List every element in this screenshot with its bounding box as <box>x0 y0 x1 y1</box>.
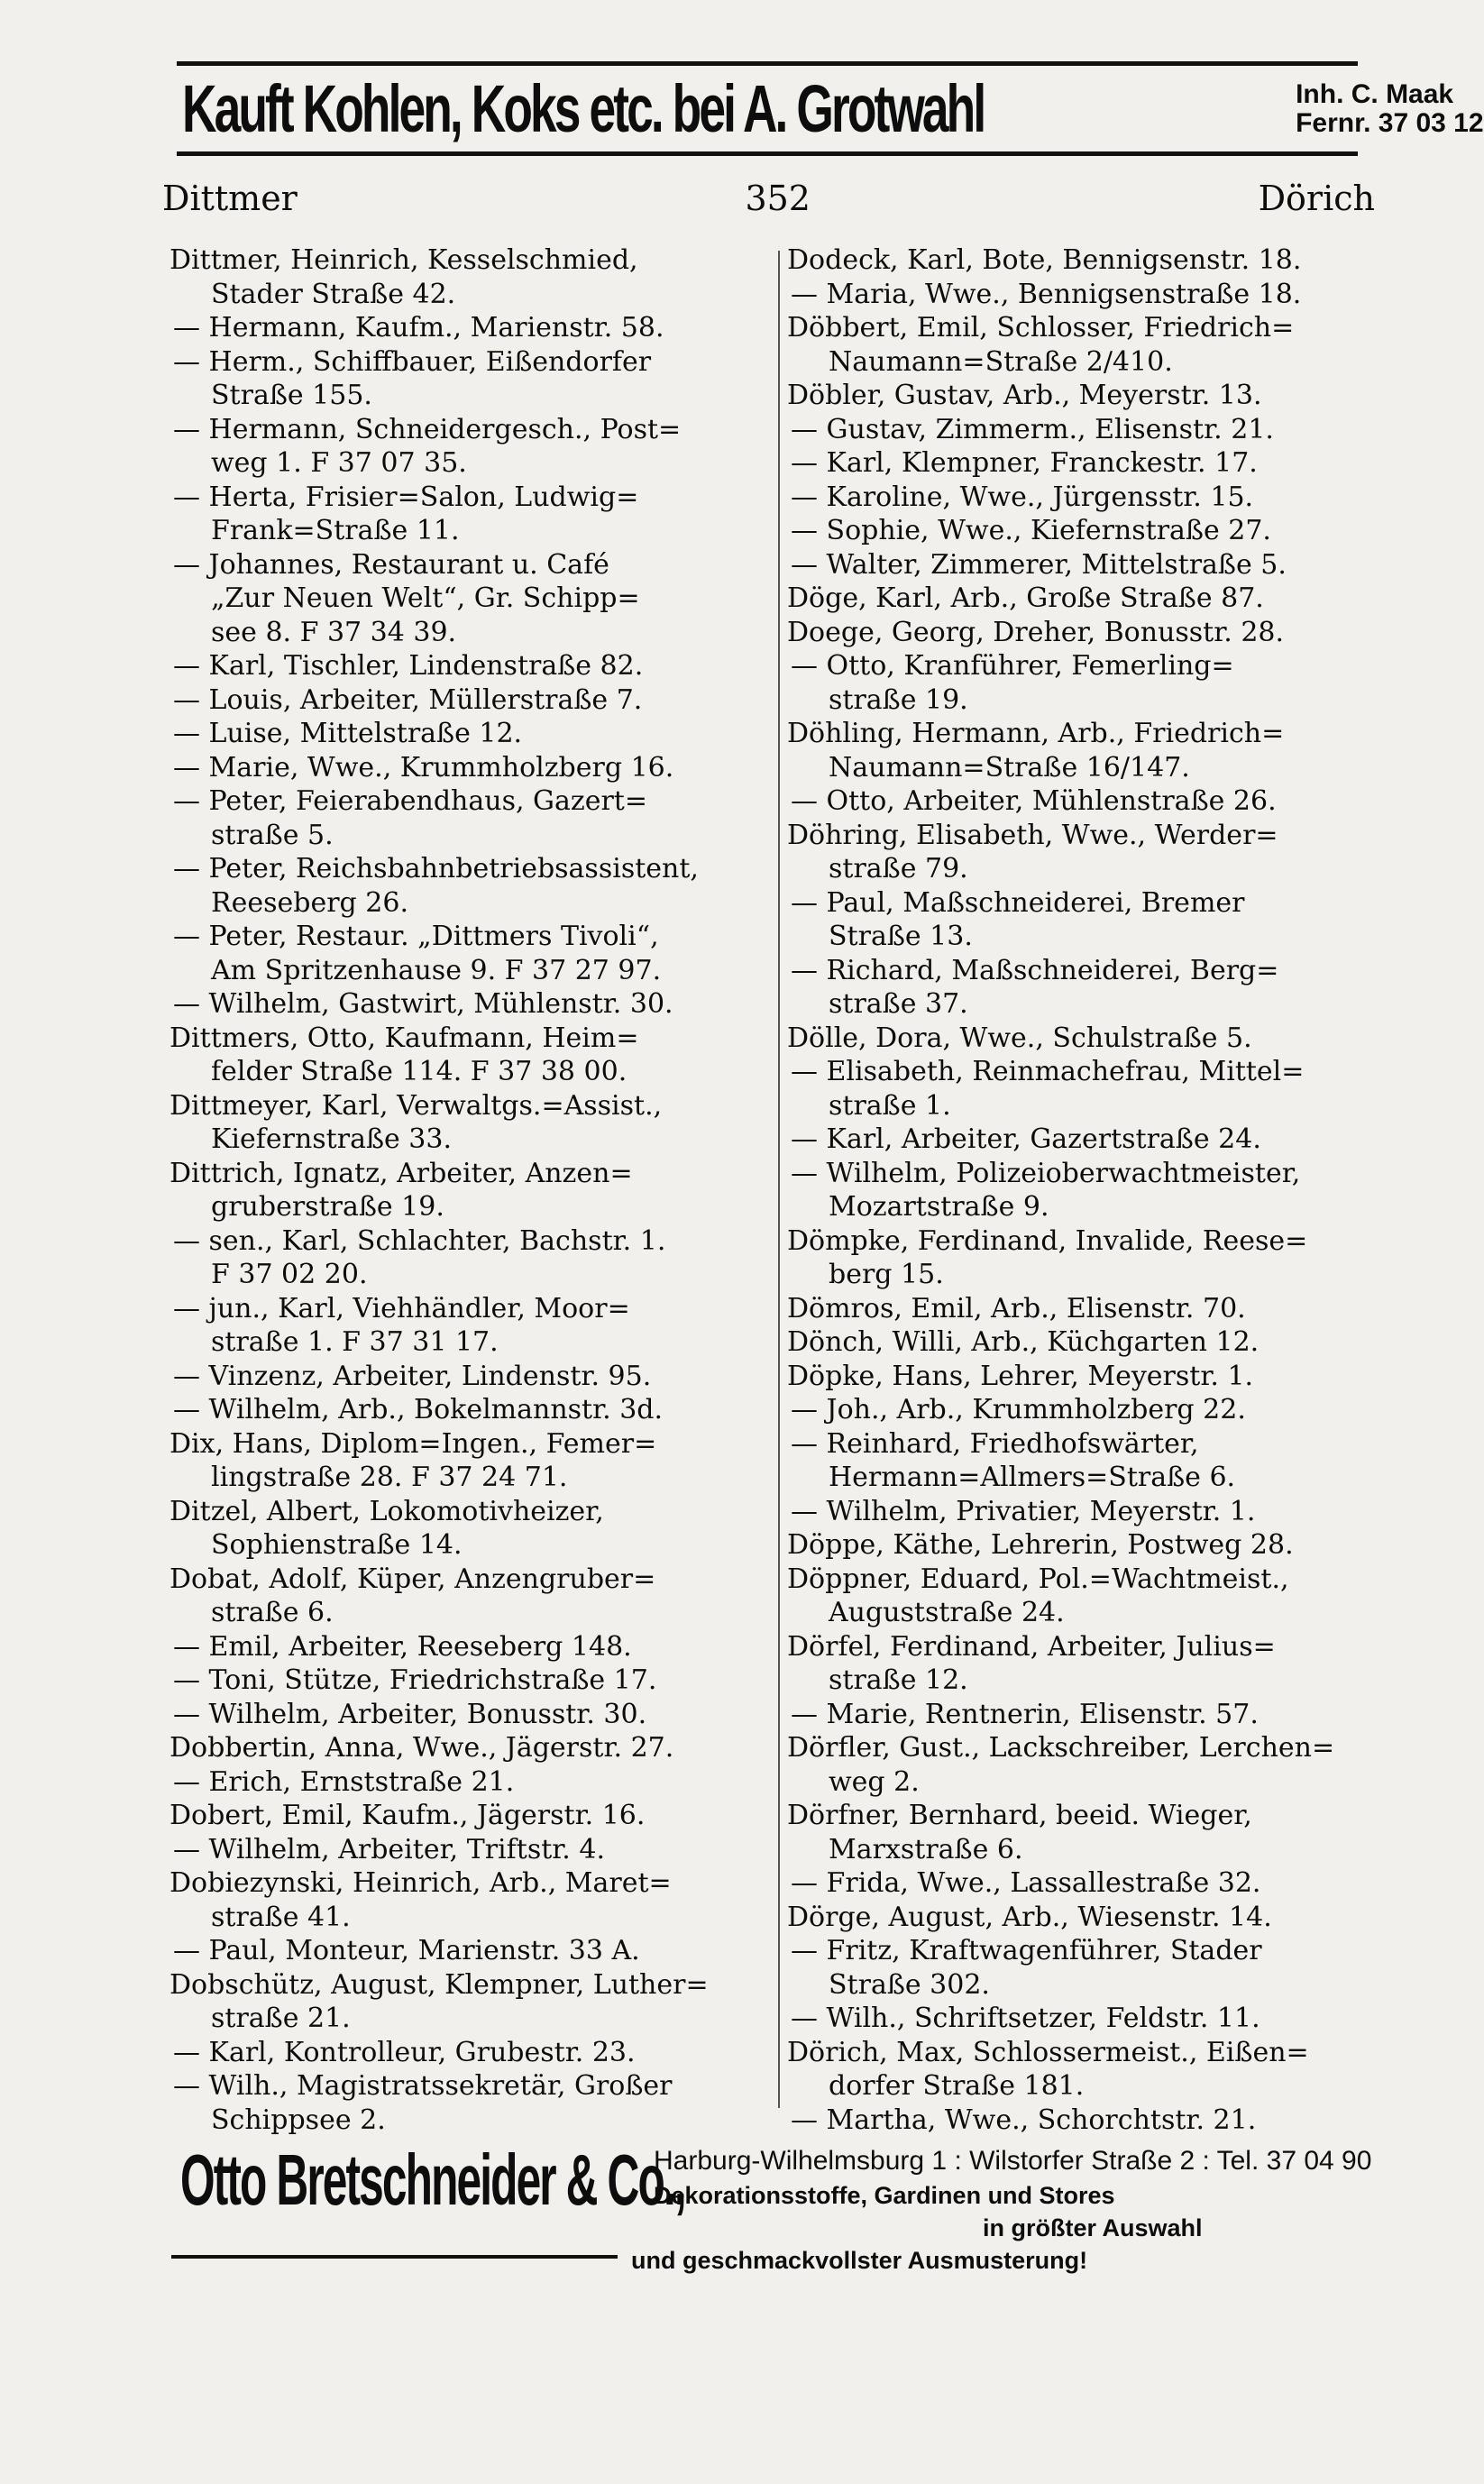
entry-continuation: straße 21. <box>211 2003 351 2034</box>
directory-entry <box>787 1698 1378 1732</box>
ad-contact <box>1296 80 1483 137</box>
directory-entry <box>787 616 1378 650</box>
directory-entry <box>787 819 1378 886</box>
entry-line: Dobert, Emil, Kaufm., Jägerstr. 16. <box>169 1800 646 1831</box>
entry-line: — Fritz, Kraftwagenführer, Stader <box>791 1935 1262 1966</box>
entry-line: — Wilhelm, Gastwirt, Mühlenstr. 30. <box>173 988 673 1020</box>
directory-entry <box>169 1224 772 1292</box>
entry-line: — Paul, Maßschneiderei, Bremer <box>791 886 1245 919</box>
directory-entry <box>169 1630 772 1664</box>
entry-continuation: straße 5. <box>211 819 334 851</box>
entry-line: Dobiezynski, Heinrich, Arb., Maret= <box>169 1867 672 1899</box>
entry-line: — Louis, Arbeiter, Müllerstraße 7. <box>173 683 643 716</box>
entry-continuation: dorfer Straße 181. <box>829 2070 1085 2102</box>
directory-entry <box>787 1901 1378 1935</box>
directory-entry <box>169 311 772 345</box>
directory-entry <box>169 548 772 650</box>
directory-entry <box>787 1799 1378 1866</box>
entry-continuation: straße 6. <box>211 1597 334 1628</box>
directory-entry <box>169 1866 772 1934</box>
entry-line: — Wilhelm, Arbeiter, Triftstr. 4. <box>173 1833 606 1865</box>
entry-line: — sen., Karl, Schlachter, Bachstr. 1. <box>173 1224 666 1257</box>
entry-line: Dörfel, Ferdinand, Arbeiter, Julius= <box>787 1630 1276 1663</box>
entry-line: Dittrich, Ignatz, Arbeiter, Anzen= <box>169 1157 633 1189</box>
entry-line: — Karl, Kontrolleur, Grubestr. 23. <box>173 2036 636 2068</box>
entry-line: Döge, Karl, Arb., Große Straße 87. <box>787 582 1264 614</box>
entry-continuation: Straße 302. <box>829 1968 990 2001</box>
directory-entry <box>787 1866 1378 1901</box>
footer-advertisement <box>171 2135 1379 2293</box>
entry-continuation: Schippsee 2. <box>211 2104 386 2136</box>
entry-line: Ditzel, Albert, Lokomotivheizer, <box>169 1495 604 1527</box>
directory-entry <box>169 1089 772 1157</box>
entry-line: — Elisabeth, Reinmachefrau, Mittel= <box>791 1056 1305 1087</box>
entry-line: — Erich, Ernststraße 21. <box>173 1765 515 1798</box>
directory-entry <box>787 548 1378 582</box>
directory-entry <box>169 1664 772 1698</box>
entry-line: — Frida, Wwe., Lassallestraße 32. <box>791 1867 1261 1899</box>
entry-line: — Wilhelm, Arbeiter, Bonusstr. 30. <box>173 1698 647 1730</box>
entry-line: Döhring, Elisabeth, Wwe., Werder= <box>787 819 1278 851</box>
entry-line: — Luise, Mittelstraße 12. <box>173 718 523 749</box>
entry-line: — Wilhelm, Arb., Bokelmannstr. 3d. <box>173 1394 664 1425</box>
directory-entry <box>169 1765 772 1800</box>
entry-line: — Richard, Maßschneiderei, Berg= <box>791 954 1279 986</box>
entry-continuation: F 37 02 20. <box>211 1259 368 1290</box>
directory-entry <box>169 649 772 683</box>
entry-line: Dobschütz, August, Klempner, Luther= <box>169 1968 709 2001</box>
entry-line: Dömpke, Ferdinand, Invalide, Reese= <box>787 1224 1308 1257</box>
entry-line: — Martha, Wwe., Schorchtstr. 21. <box>791 2104 1257 2136</box>
directory-entry <box>787 379 1378 413</box>
entry-continuation: Reeseberg 26. <box>211 886 408 919</box>
ad-closing: und geschmackvollster Ausmusterung! <box>631 2247 1088 2274</box>
entry-continuation: Stader Straße 42. <box>211 278 456 310</box>
entry-continuation: felder Straße 114. F 37 38 00. <box>211 1056 627 1087</box>
entry-continuation: straße 12. <box>829 1664 968 1696</box>
entry-line: — Hermann, Kaufm., Marienstr. 58. <box>173 312 664 344</box>
directory-entry <box>787 784 1378 819</box>
directory-entry <box>787 1934 1378 2002</box>
directory-entry <box>169 1292 772 1360</box>
entry-line: Döhling, Hermann, Arb., Friedrich= <box>787 718 1285 749</box>
entry-line: — Gustav, Zimmerm., Elisenstr. 21. <box>791 413 1274 445</box>
directory-entry <box>169 852 772 920</box>
right-column <box>787 243 1378 2137</box>
directory-entry <box>169 1360 772 1394</box>
entry-continuation: Straße 13. <box>829 921 973 952</box>
entry-continuation: weg 1. F 37 07 35. <box>211 447 467 479</box>
entry-line: Döbler, Gustav, Arb., Meyerstr. 13. <box>787 380 1262 411</box>
entry-line: — Otto, Kranführer, Femerling= <box>791 650 1234 682</box>
entry-continuation: straße 37. <box>829 988 968 1020</box>
ad-phone: Fernr. 37 03 12 <box>1296 107 1484 138</box>
entry-line: Dix, Hans, Diplom=Ingen., Femer= <box>169 1427 657 1460</box>
directory-entry <box>169 345 772 413</box>
entry-continuation: Mozartstraße 9. <box>829 1191 1049 1223</box>
directory-entry <box>169 751 772 785</box>
directory-entry <box>169 1698 772 1732</box>
directory-entry <box>787 1563 1378 1630</box>
ad-selection: in größter Auswahl <box>983 2214 1203 2241</box>
directory-entry <box>787 886 1378 954</box>
directory-entry <box>787 243 1378 278</box>
entry-line: — Karl, Tischler, Lindenstraße 82. <box>173 650 644 682</box>
directory-entry <box>787 1055 1378 1123</box>
entry-line: Doege, Georg, Dreher, Bonusstr. 28. <box>787 616 1285 648</box>
directory-entry <box>169 1934 772 1968</box>
directory-entry <box>787 1393 1378 1427</box>
directory-entry <box>787 1427 1378 1495</box>
entry-line: — Hermann, Schneidergesch., Post= <box>173 413 682 445</box>
directory-entry <box>787 278 1378 312</box>
ad-rule <box>171 2255 618 2259</box>
entry-line: Dömros, Emil, Arb., Elisenstr. 70. <box>787 1292 1246 1324</box>
directory-entry <box>169 1731 772 1765</box>
entry-continuation: gruberstraße 19. <box>211 1191 444 1223</box>
entry-continuation: straße 79. <box>829 853 968 885</box>
directory-entry <box>169 243 772 311</box>
entry-line: Dittmeyer, Karl, Verwaltgs.=Assist., <box>169 1089 663 1122</box>
entry-line: — Karl, Klempner, Franckestr. 17. <box>791 447 1258 479</box>
directory-entry <box>169 413 772 481</box>
directory-entry <box>787 481 1378 515</box>
entry-continuation: Frank=Straße 11. <box>211 515 460 546</box>
column-divider <box>778 251 780 2108</box>
directory-entry <box>169 1393 772 1427</box>
ad-firm-name: Otto Bretschneider & Co., <box>180 2140 685 2220</box>
entry-continuation: Straße 155. <box>211 380 372 411</box>
entry-continuation: Sophienstraße 14. <box>211 1529 463 1561</box>
entry-line: Döpke, Hans, Lehrer, Meyerstr. 1. <box>787 1360 1254 1392</box>
directory-entry <box>169 683 772 718</box>
running-head <box>162 171 1375 225</box>
head-right-catchword: Dörich <box>1258 179 1375 218</box>
header-advertisement <box>177 61 1484 156</box>
ad-owner: Inh. C. Maak <box>1296 79 1454 109</box>
directory-entry <box>169 2069 772 2137</box>
directory-entry <box>169 920 772 987</box>
directory-entry <box>787 649 1378 717</box>
directory-entry <box>787 1528 1378 1563</box>
head-left-catchword: Dittmer <box>162 179 298 218</box>
entry-line: — Walter, Zimmerer, Mittelstraße 5. <box>791 548 1287 581</box>
directory-entry <box>787 446 1378 481</box>
directory-entry <box>787 1123 1378 1157</box>
directory-columns <box>169 243 1378 2136</box>
entry-continuation: Auguststraße 24. <box>829 1597 1065 1628</box>
directory-entry <box>787 954 1378 1022</box>
entry-line: Dörfler, Gust., Lackschreiber, Lerchen= <box>787 1732 1335 1764</box>
entry-line: — Wilh., Magistratssekretär, Großer <box>173 2070 673 2102</box>
entry-line: Döbbert, Emil, Schlosser, Friedrich= <box>787 312 1295 344</box>
entry-continuation: lingstraße 28. F 37 24 71. <box>211 1462 568 1493</box>
directory-entry <box>787 1495 1378 1529</box>
entry-continuation: straße 19. <box>829 683 968 716</box>
directory-entry <box>169 1157 772 1224</box>
entry-line: Dönch, Willi, Arb., Küchgarten 12. <box>787 1326 1260 1358</box>
entry-line: — Peter, Restaur. „Dittmers Tivoli“, <box>173 921 659 952</box>
directory-entry <box>169 1968 772 2036</box>
entry-line: — Marie, Wwe., Krummholzberg 16. <box>173 751 674 784</box>
entry-line: — Peter, Feierabendhaus, Gazert= <box>173 785 647 817</box>
directory-entry <box>169 1022 772 1089</box>
entry-line: Dodeck, Karl, Bote, Bennigsenstr. 18. <box>787 244 1302 276</box>
entry-line: — Sophie, Wwe., Kiefernstraße 27. <box>791 515 1271 546</box>
directory-entry <box>787 1630 1378 1698</box>
ad-address: Harburg-Wilhelmsburg 1 : Wilstorfer Straße 2 : Tel. 37 04 90 <box>654 2146 1372 2176</box>
entry-continuation: straße 1. F 37 31 17. <box>211 1326 499 1358</box>
entry-line: — Peter, Reichsbahnbetriebsassistent, <box>173 853 699 885</box>
entry-line: Dobat, Adolf, Küper, Anzengruber= <box>169 1563 656 1595</box>
entry-line: Dörich, Max, Schlossermeist., Eißen= <box>787 2036 1309 2068</box>
directory-entry <box>169 717 772 751</box>
entry-continuation: see 8. F 37 34 39. <box>211 616 457 648</box>
entry-line: Dörge, August, Arb., Wiesenstr. 14. <box>787 1901 1272 1933</box>
entry-continuation: weg 2. <box>829 1765 920 1798</box>
entry-line: Dittmer, Heinrich, Kesselschmied, <box>169 244 638 276</box>
directory-entry <box>787 311 1378 379</box>
directory-entry <box>787 1360 1378 1394</box>
entry-line: — Wilhelm, Privatier, Meyerstr. 1. <box>791 1495 1256 1527</box>
entry-line: — Toni, Stütze, Friedrichstraße 17. <box>173 1664 657 1696</box>
ad-goods: Dekorationsstoffe, Gardinen und Stores <box>654 2182 1115 2209</box>
directory-entry <box>787 1022 1378 1056</box>
entry-line: — Joh., Arb., Krummholzberg 22. <box>791 1394 1246 1425</box>
directory-entry <box>787 1157 1378 1224</box>
entry-line: — jun., Karl, Viehhändler, Moor= <box>173 1292 630 1324</box>
entry-continuation: Am Spritzenhause 9. F 37 27 97. <box>211 954 662 986</box>
entry-line: — Vinzenz, Arbeiter, Lindenstr. 95. <box>173 1360 652 1392</box>
entry-line: — Herta, Frisier=Salon, Ludwig= <box>173 481 639 513</box>
directory-entry <box>787 1224 1378 1292</box>
left-column <box>169 243 772 2137</box>
directory-entry <box>787 1731 1378 1799</box>
directory-entry <box>169 2036 772 2070</box>
directory-entry <box>787 413 1378 447</box>
entry-line: Dörfner, Bernhard, beeid. Wieger, <box>787 1800 1252 1831</box>
directory-entry <box>169 1427 772 1495</box>
directory-entry <box>169 1563 772 1630</box>
entry-continuation: berg 15. <box>829 1259 944 1290</box>
entry-continuation: straße 41. <box>211 1901 351 1933</box>
entry-line: — Karl, Arbeiter, Gazertstraße 24. <box>791 1123 1261 1155</box>
directory-entry <box>169 987 772 1022</box>
entry-line: — Herm., Schiffbauer, Eißendorfer <box>173 345 652 378</box>
entry-line: Döppe, Käthe, Lehrerin, Postweg 28. <box>787 1529 1294 1561</box>
entry-continuation: Naumann=Straße 16/147. <box>829 751 1190 784</box>
entry-line: — Paul, Monteur, Marienstr. 33 A. <box>173 1935 640 1966</box>
entry-line: Dittmers, Otto, Kaufmann, Heim= <box>169 1022 639 1054</box>
directory-entry <box>787 1325 1378 1360</box>
entry-continuation: Naumann=Straße 2/410. <box>829 345 1173 378</box>
directory-entry <box>787 2036 1378 2104</box>
directory-entry <box>169 1495 772 1563</box>
entry-continuation: straße 1. <box>829 1089 951 1122</box>
entry-continuation: Kiefernstraße 33. <box>211 1123 452 1155</box>
entry-continuation: „Zur Neuen Welt“, Gr. Schipp= <box>211 582 640 614</box>
entry-line: — Otto, Arbeiter, Mühlenstraße 26. <box>791 785 1277 817</box>
entry-line: — Karoline, Wwe., Jürgensstr. 15. <box>791 481 1254 513</box>
entry-line: Dölle, Dora, Wwe., Schulstraße 5. <box>787 1022 1252 1054</box>
directory-entry <box>787 717 1378 784</box>
directory-entry <box>169 1833 772 1867</box>
ad-headline: Kauft Kohlen, Koks etc. bei A. Grotwahl <box>182 70 985 146</box>
entry-line: — Maria, Wwe., Bennigsenstraße 18. <box>791 278 1302 310</box>
directory-entry <box>169 1799 772 1833</box>
entry-continuation: Marxstraße 6. <box>829 1833 1023 1865</box>
page-number: 352 <box>745 179 811 218</box>
entry-line: — Marie, Rentnerin, Elisenstr. 57. <box>791 1698 1259 1730</box>
directory-entry <box>169 784 772 852</box>
directory-entry <box>787 2002 1378 2036</box>
entry-line: Dobbertin, Anna, Wwe., Jägerstr. 27. <box>169 1732 674 1764</box>
directory-entry <box>787 582 1378 616</box>
entry-line: — Reinhard, Friedhofswärter, <box>791 1427 1199 1460</box>
entry-line: — Emil, Arbeiter, Reeseberg 148. <box>173 1630 632 1663</box>
entry-line: — Johannes, Restaurant u. Café <box>173 548 609 581</box>
entry-line: Döppner, Eduard, Pol.=Wachtmeist., <box>787 1563 1289 1595</box>
directory-entry <box>787 1292 1378 1326</box>
directory-entry <box>169 481 772 548</box>
directory-entry <box>787 2104 1378 2138</box>
directory-entry <box>787 514 1378 548</box>
entry-line: — Wilhelm, Polizeioberwachtmeister, <box>791 1157 1301 1189</box>
entry-line: — Wilh., Schriftsetzer, Feldstr. 11. <box>791 2003 1260 2034</box>
entry-continuation: Hermann=Allmers=Straße 6. <box>829 1462 1236 1493</box>
